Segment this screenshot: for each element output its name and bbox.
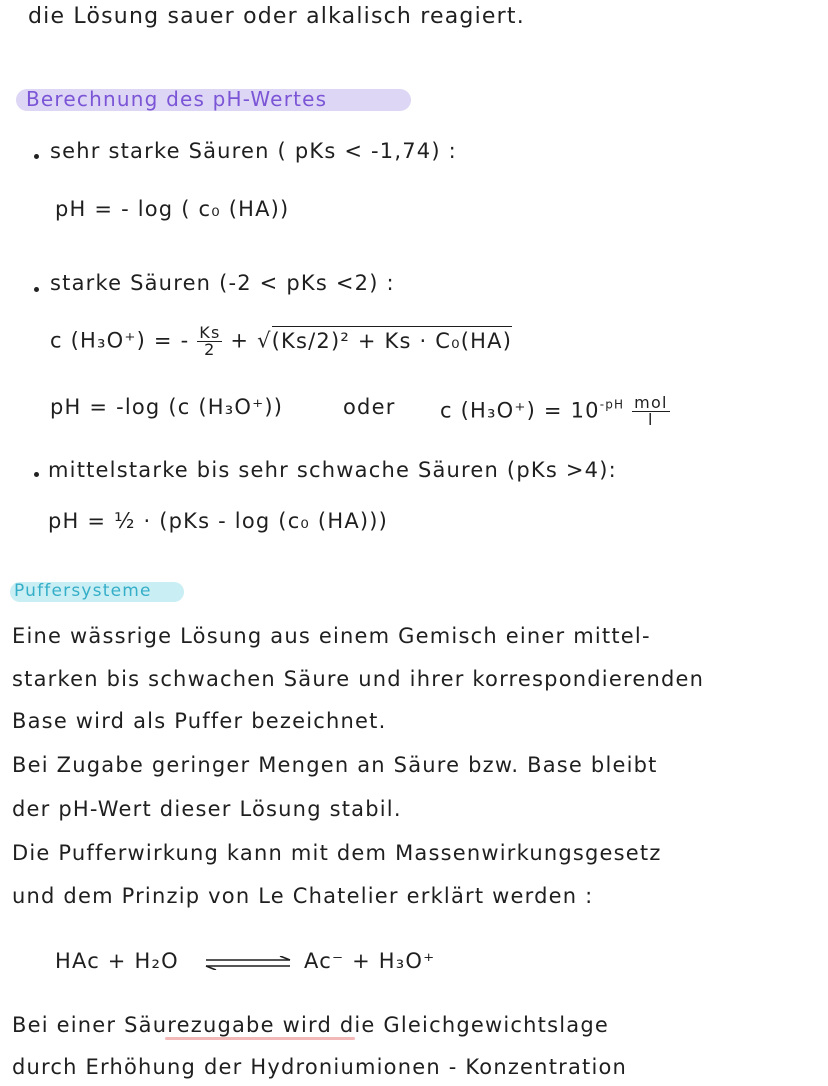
paragraph-line: Bei Zugabe geringer Mengen an Säure bzw. Base bleibt — [12, 753, 658, 777]
bullet-dot — [34, 154, 39, 159]
bullet-strong-acids-text: sehr starke Säuren ( pKs < -1,74) : — [50, 139, 457, 163]
formula-h3o-left: c (H₃O⁺) = - — [50, 328, 190, 353]
fraction-numerator: Ks — [199, 323, 221, 342]
bullet-dot — [34, 287, 39, 292]
paragraph-line: und dem Prinzip von Le Chatelier erklärt werden : — [12, 884, 594, 908]
equilibrium-arrow-icon — [204, 956, 294, 970]
formula-h3o-power-base: c (H₃O⁺) = 10 — [440, 398, 600, 423]
formula-h3o-quadratic — [50, 325, 512, 358]
formula-oder: oder — [343, 395, 396, 419]
paragraph-line: der pH-Wert dieser Lösung stabil. — [12, 797, 402, 821]
paragraph-line: Base wird als Puffer bezeichnet. — [12, 709, 387, 733]
bullet-weak-acids-text: mittelstarke bis sehr schwache Säuren (pKs >4): — [48, 458, 617, 482]
section-heading-ph: Berechnung des pH-Wertes — [26, 87, 328, 111]
paragraph-line: starken bis schwachen Säure und ihrer korrespondierenden — [12, 667, 705, 691]
formula-weak-acid: pH = ½ · (pKs - log (c₀ (HA))) — [48, 509, 389, 533]
equation-left: HAc + H₂O — [55, 949, 179, 973]
sqrt-symbol: √ — [257, 328, 272, 353]
highlight-underline — [165, 1037, 355, 1040]
paragraph-line: Eine wässrige Lösung aus einem Gemisch einer mittel- — [12, 624, 651, 648]
paragraph-line: Die Pufferwirkung kann mit dem Massenwirkungsgesetz — [12, 841, 662, 865]
sqrt-content: (Ks/2)² + Ks · C₀(HA) — [272, 326, 512, 353]
paragraph-line: durch Erhöhung der Hydroniumionen - Konzentration — [12, 1055, 628, 1079]
fraction-ks-2 — [197, 325, 222, 358]
text-line-top: die Lösung sauer oder alkalisch reagiert. — [28, 4, 525, 29]
formula-plus: + — [230, 328, 250, 353]
bullet-dot — [34, 472, 39, 477]
paragraph-line: Bei einer Säurezugabe wird die Gleichgewichtslage — [12, 1013, 609, 1037]
formula-ph-log: pH = -log (c (H₃O⁺)) — [50, 395, 284, 419]
section-heading-puffer: Puffersysteme — [14, 581, 152, 601]
formula-exponent: -pH — [599, 397, 625, 412]
unit-mol-per-l — [632, 395, 669, 428]
formula-h3o-power — [440, 395, 670, 428]
fraction-denominator: 2 — [204, 340, 216, 359]
formula-very-strong-acid: pH = - log ( c₀ (HA)) — [55, 197, 290, 221]
unit-denominator: l — [648, 410, 654, 429]
bullet-strong-text: starke Säuren (-2 < pKs <2) : — [50, 271, 395, 295]
equation-right: Ac⁻ + H₃O⁺ — [304, 949, 436, 973]
unit-numerator: mol — [634, 393, 668, 412]
